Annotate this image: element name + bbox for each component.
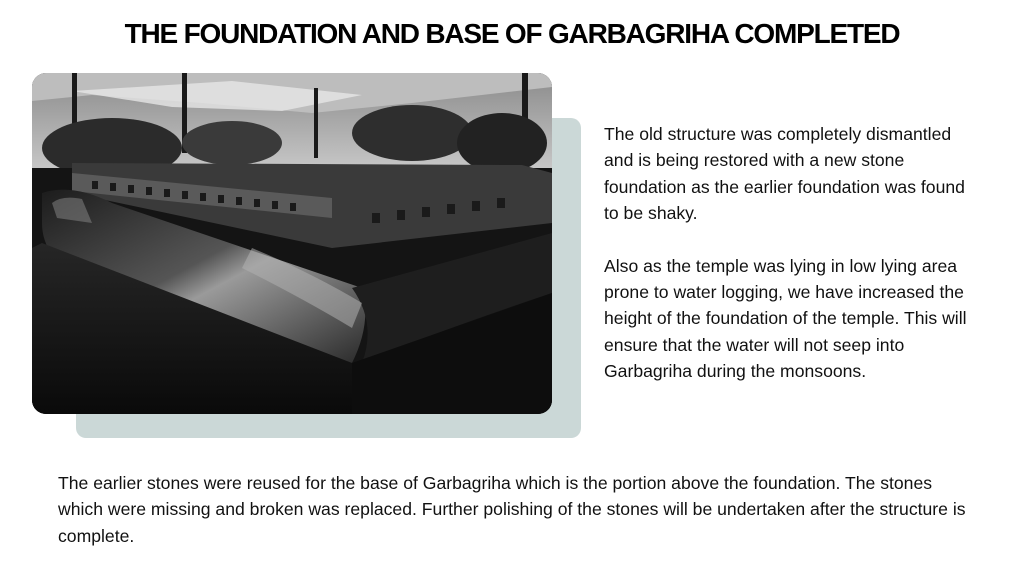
stone-foundation-photo-icon bbox=[32, 73, 552, 414]
side-paragraph: The old structure was completely dismantled and is being restored with a new stone foundation as the earlier foundation was found to be shaky. bbox=[604, 124, 965, 224]
bottom-paragraph: The earlier stones were reused for the base of Garbagriha which is the portion above the foundation. The stones which were missing and broken was replaced. Further polishing of the stones will be undertaken after the structure is complete. bbox=[58, 473, 966, 546]
foundation-photo bbox=[32, 73, 552, 414]
side-description bbox=[604, 121, 974, 385]
page-title: THE FOUNDATION AND BASE OF GARBAGRIHA COMPLETED bbox=[124, 18, 900, 49]
side-paragraph: Also as the temple was lying in low lying area prone to water logging, we have increased the height of the foundation of the temple. This will ensure that the water will not seep into Garbagriha during the monsoons. bbox=[604, 255, 967, 382]
